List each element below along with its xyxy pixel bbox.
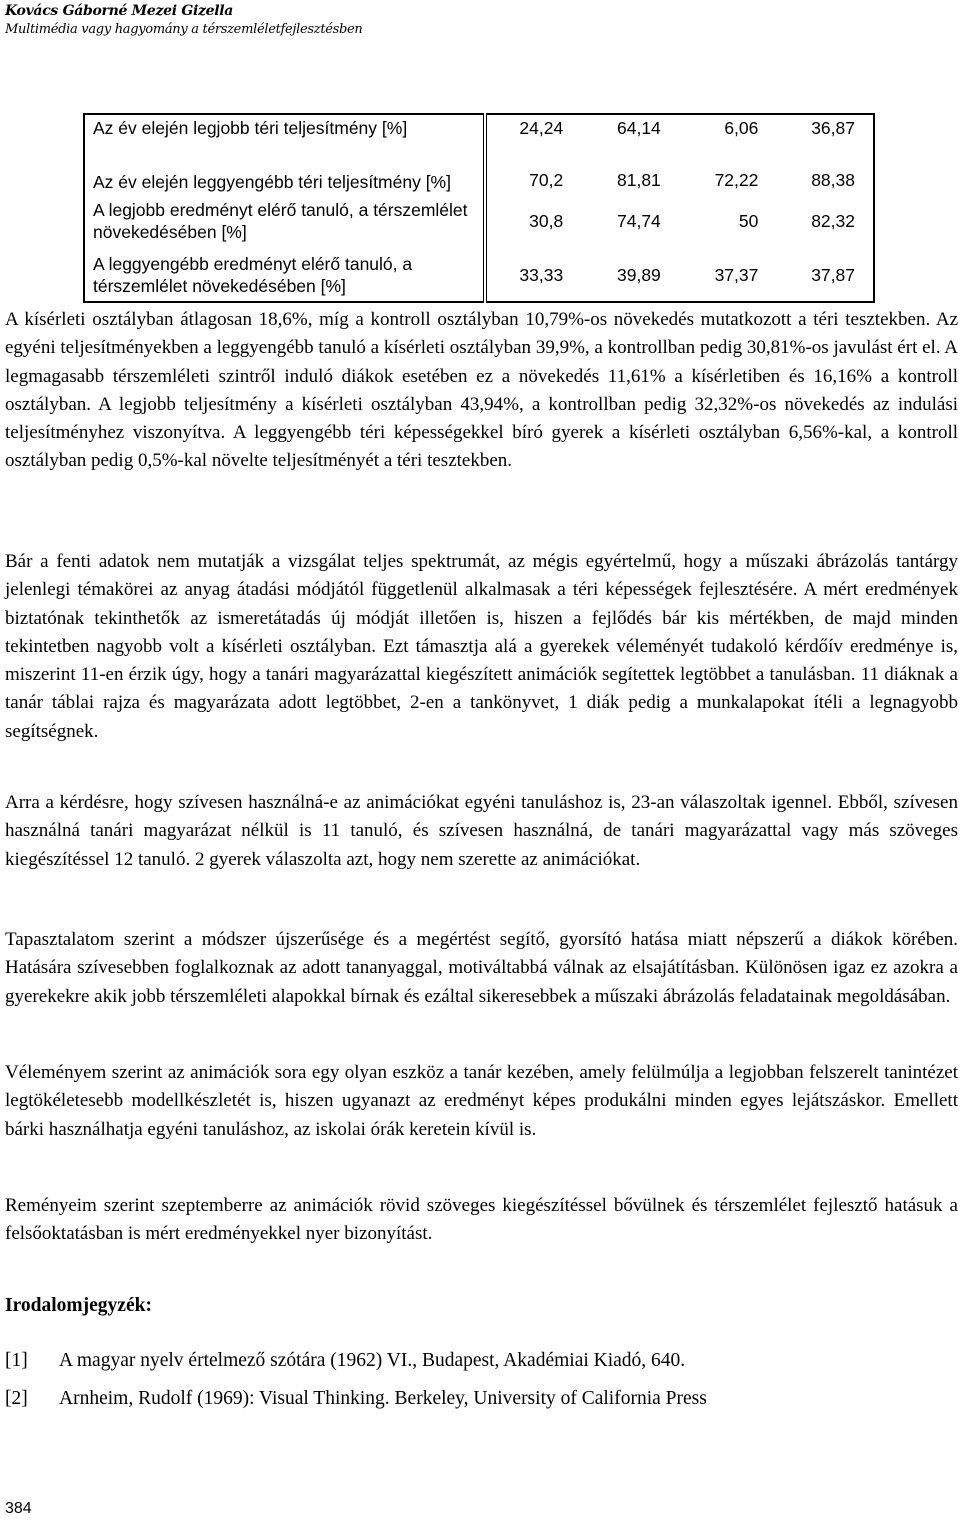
reference-text: Arnheim, Rudolf (1969): Visual Thinking. Berkeley, University of California Press	[59, 1388, 707, 1409]
paragraph-outlook	[5, 1192, 958, 1249]
paragraph-text: Arra a kérdésre, hogy szívesen használná-e az animációkat egyéni tanuláshoz is, 23-an válaszoltak igennel. Ebből, szívesen használná tanári magyarázat nélkül is 11 tanuló, és szívesen használná, de tanári magyarázattal vagy más szöveges kiegészítéssel 12 tanuló. 2 gyerek válaszolta azt, hogy nem szerette az animációkat.	[5, 792, 958, 870]
paragraph-text: Bár a fenti adatok nem mutatják a vizsgálat teljes spektrumát, az mégis egyértelmű, hogy a műszaki ábrázolás tantárgy jelenlegi témakörei az anyag átadási módjától függetlenül alkalmasak a téri képességek fejlesztésére. A mért eredmények biztatónak tekinthetők az ismeretátadás új módját illetően is, hiszen a fejlődés bár kis mértékben, de majd minden tekintetben nagyobb volt a kísérleti osztályban. Ezt támasztja alá a gyerekek véleményét tudakoló kérdőív eredménye is, miszerint 11-en érzik úgy, hogy a tanári magyarázattal kiegészített animációk segítettek legtöbbet a tanulásban. 11 diáknak a tanár táblai rajza és magyarázata adott legtöbbet, 2-en a tankönyvet, 1 diák pedig a munkalapokat ítéli a legnagyobb segítségnek.	[5, 551, 958, 742]
header-subtitle: Multimédia vagy hagyomány a térszemléletfejlesztésben	[5, 22, 363, 37]
paragraph-survey	[5, 789, 958, 874]
cell-value: 30,8	[529, 211, 564, 231]
cell-value: 88,38	[811, 170, 855, 190]
cell-value: 6,06	[724, 118, 759, 138]
cell-value: 33,33	[519, 265, 564, 285]
cell-value: 24,24	[519, 118, 564, 138]
reference-item	[5, 1347, 685, 1375]
cell-value: 36,87	[811, 118, 855, 138]
table-row	[84, 114, 874, 141]
cell-value: 64,14	[617, 118, 661, 138]
paragraph-text: Reményeim szerint szeptemberre az animációk rövid szöveges kiegészítéssel bővülnek és térszemlélet fejlesztő hatásuk a felsőoktatásban is mért eredményekkel nyer bizonyítást.	[5, 1195, 958, 1245]
reference-text: A magyar nyelv értelmező szótára (1962) VI., Budapest, Akadémiai Kiadó, 640.	[59, 1350, 686, 1371]
cell-value: 39,89	[617, 265, 661, 285]
table-row	[84, 193, 874, 249]
row-label: Az év elején legjobb téri teljesítmény [%]	[84, 114, 485, 141]
table-row	[84, 141, 874, 193]
row-label: A leggyengébb eredményt elérő tanuló, a térszemlélet növekedésében [%]	[84, 249, 485, 302]
cell-value: 81,81	[617, 170, 661, 190]
reference-item	[5, 1385, 707, 1413]
paragraph-evaluation	[5, 548, 958, 746]
paragraph-results	[5, 306, 958, 476]
paragraph-experience	[5, 926, 958, 1011]
cell-value: 82,32	[811, 211, 855, 231]
table-row	[84, 249, 874, 302]
results-table	[83, 113, 875, 303]
cell-value: 74,74	[617, 211, 661, 231]
references-heading: Irodalomjegyzék:	[5, 1295, 152, 1316]
cell-value: 72,22	[714, 170, 759, 190]
cell-value: 37,87	[811, 265, 855, 285]
page-number: 384	[5, 1500, 32, 1517]
paragraph-text: A kísérleti osztályban átlagosan 18,6%, míg a kontroll osztályban 10,79%-os növekedés mutatkozott a téri tesztekben. Az egyéni teljesítményekben a leggyengébb tanuló a kísérleti osztályban 39,9%, a kontrollban pedig 30,81%-os javulást ért el. A legmagasabb térszemléleti szintről induló diákok esetében ez a növekedés 11,61% a kísérletiben és 16,16% a kontroll osztályban. A legjobb teljesítmény a kísérleti osztályban 43,94%, a kontrollban pedig 32,32%-os növekedés az indulási teljesítményhez viszonyítva. A leggyengébb téri képességekkel bíró gyerek a kísérleti osztályban 6,56%-kal, a kontroll osztályban pedig 0,5%-kal növelte teljesítményét a téri tesztekben.	[5, 309, 958, 472]
paragraph-opinion	[5, 1059, 958, 1144]
cell-value: 70,2	[529, 170, 564, 190]
cell-value: 50	[738, 211, 759, 231]
row-label: Az év elején leggyengébb téri teljesítmény [%]	[84, 141, 485, 193]
cell-value: 37,37	[714, 265, 759, 285]
header-author: Kovács Gáborné Mezei Gizella	[5, 3, 234, 19]
running-header	[5, 2, 363, 39]
paragraph-text: Tapasztalatom szerint a módszer újszerűsége és a megértést segítő, gyorsító hatása miatt népszerű a diákok körében. Hatására szívesebben foglalkoznak az adott tananyaggal, motiváltabbá válnak az elsajátításban. Különösen igaz ez azokra a gyerekekre akik jobb térszemléleti alapokkal bírnak és ezáltal sikeresebbek a műszaki ábrázolás feladatainak megoldásában.	[5, 929, 958, 1007]
paragraph-text: Véleményem szerint az animációk sora egy olyan eszköz a tanár kezében, amely felülmúlja a legjobban felszerelt tanintézet legtökéletesebb modellkészletét is, hiszen ugyanazt az eredményt képes produkálni minden egyes lejátszáskor. Emellett bárki használhatja egyéni tanuláshoz, az iskolai órák keretein kívül is.	[5, 1062, 958, 1140]
row-label: A legjobb eredményt elérő tanuló, a térszemlélet növekedésében [%]	[84, 193, 485, 249]
reference-number: [2]	[5, 1388, 28, 1409]
reference-number: [1]	[5, 1350, 28, 1371]
